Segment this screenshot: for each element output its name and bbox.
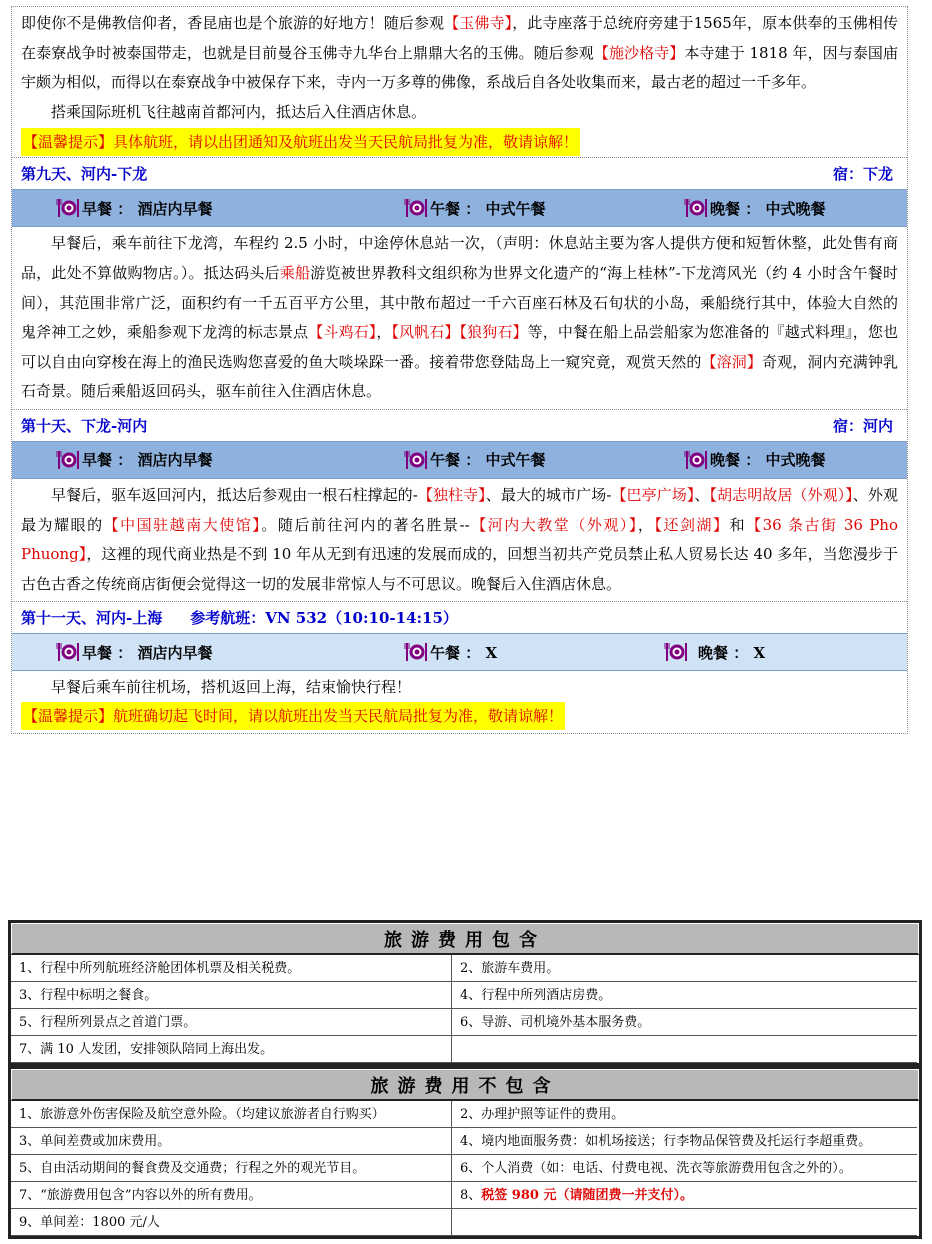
intro-text-e: 本寺建于 1818 年，因与泰国庙宇颇为相似，而得以在泰寮战争中被保存下来，寺内一万多尊的佛像，系战后自各处收集而来，最古老的超过一千多年。: [21, 43, 898, 92]
day9-description: 早餐后，乘车前往下龙湾，车程约 2.5 小时，中途停休息站一次，（声明：休息站主要为客人提供方便和短暂休整，此处售有商品，此处不算做购物店。）。抵达码头后乘船游览被世界教科文组织称为世界文化遗产的“海上桂林”-下龙湾风光（约 4 小时含午餐时间），其范围非常广泛，面积约有一千五百平方公里，其中散布超过一千六百座石林及石旬状的小岛，乘船绕行其中，体验大自然的鬼斧神工之妙，乘船参观下龙湾的标志景点【斗鸡石】，【风帆石】【狼狗石】等，中餐在船上品尝船家为您准备的『越式料理』，您也可以自由向穿梭在海上的渔民选购您喜爱的鱼大啖垛跺一番。接着带您登陆岛上一窥究竟，观赏天然的【溶洞】奇观，洞内充满钟乳石奇景。随后乘船返回码头，驱车前往入住酒店休息。: [21, 234, 898, 401]
meal-icon: [684, 197, 708, 219]
dinner: 晚餐 ： 中式晚餐: [684, 197, 825, 219]
fee-item: 5、行程所列景点之首道门票。: [11, 1009, 452, 1036]
fee-included-grid: [11, 955, 919, 1063]
lunch: 午餐 ： 中式午餐: [404, 449, 545, 471]
fee-item: 3、单间差费或加床费用。: [11, 1128, 452, 1155]
day10-title: 第十天、下龙-河内: [21, 416, 148, 435]
flight-paragraph: 搭乘国际班机飞往越南首都河内，抵达后入住酒店休息。: [51, 102, 427, 121]
intro-text-c: ，此寺座落于总统府旁建于1565年，原本供奉的玉佛相传在泰寮战争时被泰国带走，也就是目前曼谷玉佛寺九华台上鼎鼎大名的玉佛。随后参观: [21, 14, 898, 62]
tip-2: [12, 703, 907, 733]
fee-excluded-table: [8, 1066, 922, 1239]
meal-icon: [56, 197, 80, 219]
meal-icon: [56, 641, 80, 663]
breakfast: 早餐 ： 酒店内早餐: [56, 197, 212, 219]
intro-text-a: 即使你不是佛教信仰者，香昆庙也是个旅游的好地方！随后参观: [21, 14, 445, 32]
fee-item: 2、旅游车费用。: [452, 955, 917, 982]
fee-item: 9、单间差：1800 元/人: [11, 1209, 452, 1236]
breakfast: 早餐 ： 酒店内早餐: [56, 641, 212, 663]
day11-header: [12, 601, 907, 633]
day9-stay: 宿：下龙: [832, 165, 893, 184]
tip-text: 具体航班，请以出团通知及航班出发当天民航局批复为准，敬请谅解！: [113, 133, 579, 152]
fee-item: 4、境内地面服务费：如机场接送；行李物品保管费及托运行李超重费。: [452, 1128, 917, 1155]
day11-meals: [12, 633, 907, 671]
meal-icon: [404, 449, 428, 471]
tip-label: 【温馨提示】: [23, 133, 114, 152]
fee-item: 8、税签 980 元（请随团费一并支付）。: [452, 1182, 917, 1209]
fee-excluded-grid: [11, 1101, 919, 1236]
meal-icon: [684, 449, 708, 471]
tip-text: 航班确切起飞时间，请以航班出发当天民航局批复为准，敬请谅解！: [113, 706, 564, 725]
fee-item: 7、满 10 人发团，安排领队陪同上海出发。: [11, 1036, 452, 1063]
fee-item: 1、旅游意外伤害保险及航空意外险。（均建议旅游者自行购买）: [11, 1101, 452, 1128]
meal-icon: [404, 197, 428, 219]
sisaket-temple: 【施沙格寺】: [593, 43, 685, 62]
meal-icon: [404, 641, 428, 663]
fee-item: 4、行程中所列酒店房费。: [452, 982, 917, 1009]
fee-item: 1、行程中所列航班经济舱团体机票及相关税费。: [11, 955, 452, 982]
jade-buddha-temple: 【玉佛寺】: [444, 14, 513, 32]
lunch: 午餐 ： 中式午餐: [404, 197, 545, 219]
day10-meals: [12, 441, 907, 479]
fee-item: [452, 1036, 917, 1063]
fee-item: 6、个人消费（如：电话、付费电视、洗衣等旅游费用包含之外的）。: [452, 1155, 917, 1182]
fee-item: [452, 1209, 917, 1236]
day11-flight: 参考航班：VN 532（10:10-14:15）: [190, 609, 458, 628]
day10-header: [12, 409, 907, 441]
lunch: 午餐 ： X: [404, 641, 497, 663]
day9-header: [12, 157, 907, 189]
fee-item: 7、“旅游费用包含”内容以外的所有费用。: [11, 1182, 452, 1209]
dinner: 晚餐 ： 中式晚餐: [684, 449, 825, 471]
fee-item: 5、自由活动期间的餐食费及交通费；行程之外的观光节目。: [11, 1155, 452, 1182]
breakfast: 早餐 ： 酒店内早餐: [56, 449, 212, 471]
itinerary: [11, 6, 908, 734]
day10-description: 早餐后，驱车返回河内，抵达后参观由一根石柱撑起的-【独柱寺】、最大的城市广场-【巴亭广场】、【胡志明故居（外观）】、外观最为耀眼的【中国驻越南大使馆】。随后前往河内的著名胜景--【河内大教堂（外观）】，【还剑湖】和【36 条古街 36 Pho Phuong】，这裡的现代商业热是不到 10 年从无到有迅速的发展而成的，回想当初共产党员禁止私人贸易长达 40 多年，当您漫步于古色古香之传统商店街便会觉得这一切的发展非常惊人与不可思议。晚餐后入住酒店休息。: [21, 485, 898, 593]
fee-item: 6、导游、司机境外基本服务费。: [452, 1009, 917, 1036]
fee-item: 3、行程中标明之餐食。: [11, 982, 452, 1009]
day11-title: 第十一天、河内-上海: [21, 609, 163, 628]
fee-included-title: 旅游费用包含: [11, 923, 919, 955]
day9-title: 第九天、河内-下龙: [21, 165, 148, 184]
dinner: 晚餐 ： X: [664, 641, 765, 663]
fee-item: 2、办理护照等证件的费用。: [452, 1101, 917, 1128]
tip-1: [12, 127, 907, 157]
day11-description: 早餐后乘车前往机场，搭机返回上海，结束愉快行程！: [51, 678, 412, 697]
meal-icon: [56, 449, 80, 471]
fee-included-table: [8, 920, 922, 1066]
tip-label: 【温馨提示】: [23, 706, 114, 725]
meal-icon: [664, 641, 688, 663]
day9-meals: [12, 189, 907, 227]
visa-fee: 税签 980 元（请随团费一并支付）。: [481, 1188, 693, 1203]
fee-excluded-title: 旅游费用不包含: [11, 1069, 919, 1101]
day10-stay: 宿：河内: [832, 416, 893, 435]
intro-paragraph: [12, 7, 907, 98]
